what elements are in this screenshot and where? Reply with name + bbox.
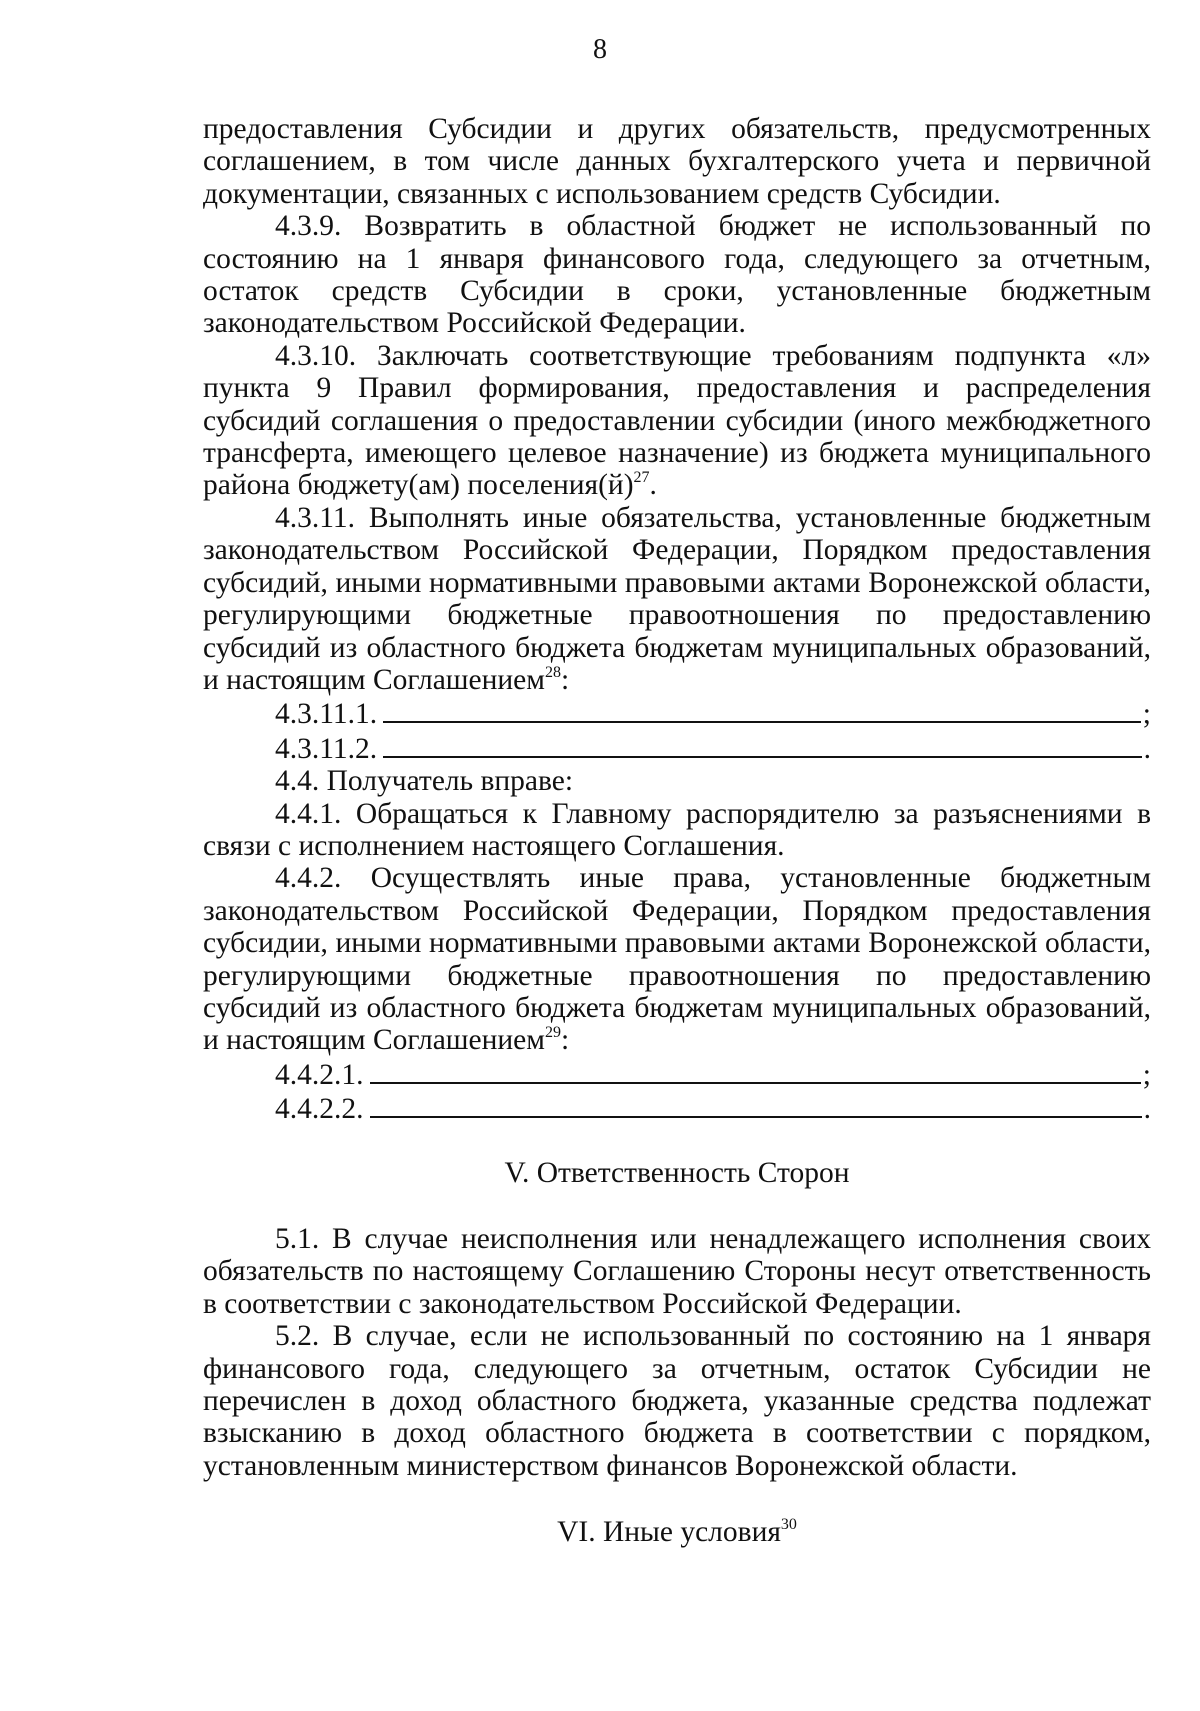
fill-line-label: 4.4.2.2. bbox=[275, 1093, 364, 1126]
paragraph-4-3-11-end: : bbox=[560, 663, 570, 696]
fill-line-label: 4.3.11.1. bbox=[275, 698, 378, 731]
paragraph-4-3-10 bbox=[203, 340, 1151, 502]
paragraph-4-4-2 bbox=[203, 862, 1151, 1056]
paragraph-5-1: 5.1. В случае неисполнения или ненадлежащего исполнения своих обязательств по настоящему Соглашению Стороны несут ответственность в соответствии с законодательством Российской Федерации. bbox=[203, 1223, 1151, 1320]
fill-line-4-4-2-2 bbox=[203, 1091, 1151, 1125]
fill-in-blank bbox=[370, 1091, 1142, 1118]
document-body bbox=[203, 113, 1151, 1549]
fill-line-4-3-11-2 bbox=[203, 731, 1151, 765]
fill-line-label: 4.3.11.2. bbox=[275, 732, 378, 765]
paragraph-4-4-1: 4.4.1. Обращаться к Главному распорядителю за разъяснениями в связи с исполнением настоящего Соглашения. bbox=[203, 797, 1151, 862]
fill-in-blank bbox=[370, 1057, 1141, 1084]
paragraph-4-3-10-end: . bbox=[649, 469, 657, 502]
fill-line-end: . bbox=[1143, 1093, 1151, 1126]
footnote-ref-30: 30 bbox=[780, 1516, 797, 1534]
paragraph-5-2: 5.2. В случае, если не использованный по состоянию на 1 января финансового года, следующего за отчетным, остаток Субсидии не перечислен в доход областного бюджета, указанные средства подлежат взысканию в доход областного бюджета в соответствии с порядком, установленным министерством финансов Воронежской области. bbox=[203, 1320, 1151, 1482]
fill-line-end: ; bbox=[1142, 698, 1151, 731]
paragraph-4-3-11 bbox=[203, 502, 1151, 696]
footnote-ref-28: 28 bbox=[544, 663, 561, 681]
section-heading-5: V. Ответственность Сторон bbox=[504, 1156, 850, 1189]
fill-in-blank bbox=[383, 731, 1141, 758]
paragraph-4-4: 4.4. Получатель вправе: bbox=[275, 765, 574, 798]
fill-line-4-4-2-1 bbox=[203, 1057, 1151, 1091]
paragraph-4-3-10-text: 4.3.10. Заключать соответствующие требованиям подпункта «л» пункта 9 Правил формирования, предоставления и распределения субсидий соглашения о предоставлении субсидии (иного межбюджетного трансферта, имеющего целевое назначение) из бюджета муниципального района бюджету(ам) поселения(й) bbox=[203, 339, 1151, 502]
footnote-ref-29: 29 bbox=[544, 1024, 561, 1042]
paragraph-continuation: предоставления Субсидии и других обязательств, предусмотренных соглашением, в том числе данных бухгалтерского учета и первичной документации, связанных с использованием средств Субсидии. bbox=[203, 113, 1151, 210]
paragraph-4-3-11-text: 4.3.11. Выполнять иные обязательства, установленные бюджетным законодательством Российской Федерации, Порядком предоставления субсидий, иными нормативными правовыми актами Воронежской области, регулирующими бюджетные правоотношения по предоставлению субсидий из областного бюджета бюджетам муниципальных образований, и настоящим Соглашением bbox=[203, 501, 1151, 696]
paragraph-4-4-2-text: 4.4.2. Осуществлять иные права, установленные бюджетным законодательством Российской Федерации, Порядком предоставления субсидии, иными нормативными правовыми актами Воронежской области, регулирующими бюджетные правоотношения по предоставлению субсидий из областного бюджета бюджетам муниципальных образований, и настоящим Соглашением bbox=[203, 862, 1151, 1057]
fill-line-end: ; bbox=[1142, 1058, 1151, 1091]
paragraph-4-3-9: 4.3.9. Возвратить в областной бюджет не использованный по состоянию на 1 января финансового года, следующего за отчетным, остаток средств Субсидии в сроки, установленные бюджетным законодательством Российской Федерации. bbox=[203, 210, 1151, 340]
fill-line-4-3-11-1 bbox=[203, 696, 1151, 730]
section-heading-6-text: VI. Иные условия bbox=[557, 1516, 781, 1549]
section-heading-6 bbox=[203, 1516, 1151, 1548]
footnote-ref-27: 27 bbox=[633, 469, 650, 487]
fill-line-end: . bbox=[1143, 732, 1151, 765]
paragraph-4-4-2-end: : bbox=[560, 1024, 570, 1057]
fill-line-label: 4.4.2.1. bbox=[275, 1058, 364, 1091]
fill-in-blank bbox=[383, 696, 1141, 723]
page-number: 8 bbox=[593, 34, 607, 65]
